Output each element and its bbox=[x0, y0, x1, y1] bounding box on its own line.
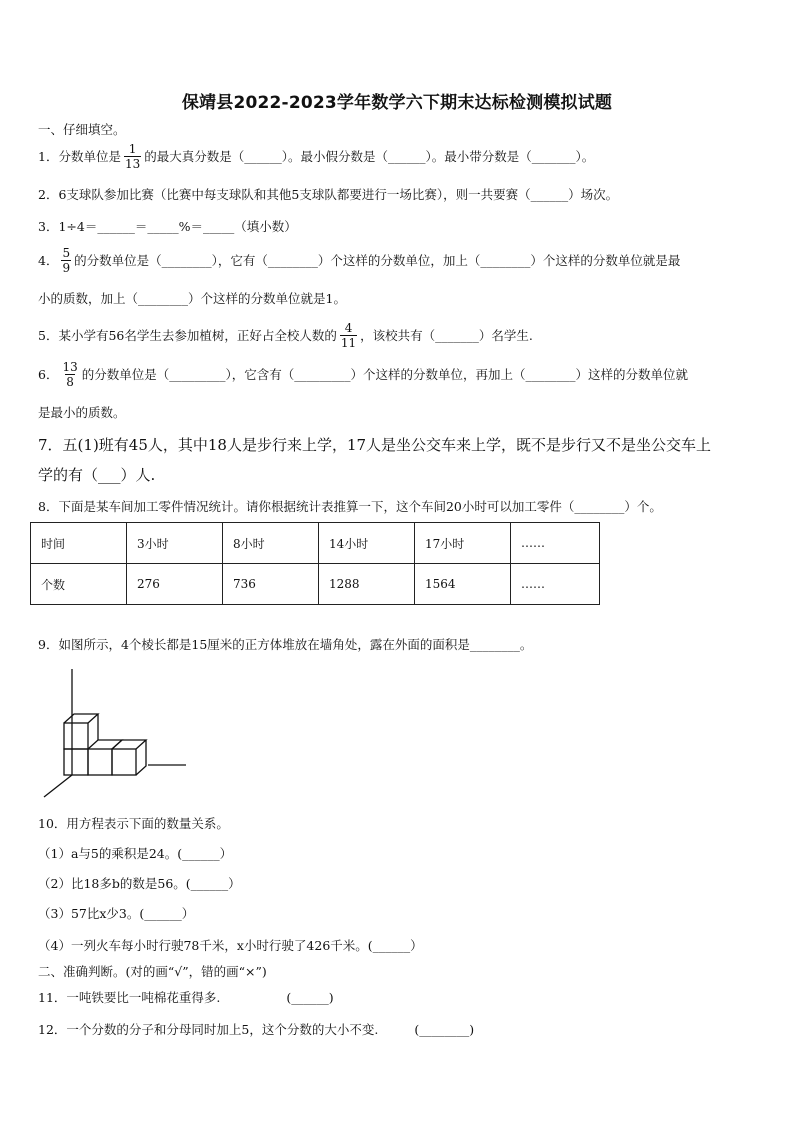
fraction-4-11 bbox=[340, 321, 357, 350]
question-10-part-1: （1）a与5的乘积是24。(______） bbox=[38, 846, 233, 861]
cubes-corner-figure bbox=[38, 665, 198, 805]
cube-top bbox=[112, 740, 146, 749]
cube-front bbox=[64, 723, 88, 749]
question-6 bbox=[38, 360, 688, 389]
fraction-denominator: 9 bbox=[62, 261, 71, 275]
fraction-numerator: 5 bbox=[62, 246, 71, 260]
table-cell: 1564 bbox=[415, 564, 511, 605]
table-cell: 3小时 bbox=[127, 523, 223, 564]
question-9: 9．如图所示，4个棱长都是15厘米的正方体堆放在墙角处，露在外面的面积是________。 bbox=[38, 637, 533, 652]
question-12 bbox=[38, 1022, 474, 1038]
q5-text: 5．某小学有56名学生去参加植树，正好占全校人数的 bbox=[38, 327, 337, 343]
table-cell: 17小时 bbox=[415, 523, 511, 564]
table-row bbox=[31, 564, 600, 605]
fraction-numerator: 13 bbox=[62, 360, 78, 374]
cube-front bbox=[64, 749, 88, 775]
fraction-numerator: 1 bbox=[128, 142, 137, 156]
table-cell: 736 bbox=[223, 564, 319, 605]
q1-text-1: 的最大真分数是（ bbox=[144, 148, 245, 164]
q1-blank-2[interactable]: ______ bbox=[388, 148, 426, 164]
cube-top bbox=[64, 714, 98, 723]
fraction-denominator: 13 bbox=[124, 157, 141, 171]
q1-text-3: ）。最小带分数是（ bbox=[425, 148, 532, 164]
floor-edge-left bbox=[44, 775, 72, 797]
question-10-part-3: （3）57比x少3。(______） bbox=[38, 906, 195, 921]
q4-line-1: 的分数单位是（________），它有（________）个这样的分数单位，加上（________）个这样的分数单位就是最 bbox=[74, 252, 681, 268]
fraction-denominator: 8 bbox=[66, 375, 74, 389]
table-cell: 14小时 bbox=[319, 523, 415, 564]
question-10-part-4: （4）一列火车每小时行驶78千米，x小时行驶了426千米。(______） bbox=[38, 938, 423, 953]
question-7-continued: 学的有（___）人. bbox=[38, 466, 156, 484]
table-cell: 个数 bbox=[31, 564, 127, 605]
fraction-5-9 bbox=[61, 246, 71, 275]
table-cell: 276 bbox=[127, 564, 223, 605]
question-1 bbox=[38, 142, 594, 171]
q5-text-end: ，该校共有（_______）名学生. bbox=[360, 327, 533, 343]
question-7: 7．五(1)班有45人，其中18人是步行来上学，17人是坐公交车来上学，既不是步行又不是坐公交车上 bbox=[38, 436, 712, 454]
question-10: 10．用方程表示下面的数量关系。 bbox=[38, 816, 229, 831]
q1-blank-3[interactable]: _______ bbox=[531, 148, 576, 164]
fraction-numerator: 4 bbox=[344, 321, 353, 335]
section-heading-fill-in: 一、仔细填空。 bbox=[38, 122, 126, 137]
cube-front bbox=[88, 749, 112, 775]
q1-prefix: 1．分数单位是 bbox=[38, 148, 121, 164]
question-11 bbox=[38, 990, 334, 1006]
q12-answer-blank[interactable]: (________) bbox=[414, 1022, 475, 1037]
question-4 bbox=[38, 246, 680, 275]
q1-blank-1[interactable]: ______ bbox=[244, 148, 282, 164]
table-cell: …… bbox=[511, 523, 600, 564]
question-3: 3．1÷4＝______＝_____%＝_____（填小数） bbox=[38, 219, 297, 234]
question-2: 2．6支球队参加比赛（比赛中每支球队和其他5支球队都要进行一场比赛），则一共要赛（______）场次。 bbox=[38, 187, 619, 202]
question-10-part-2: （2）比18多b的数是56。(______） bbox=[38, 876, 241, 891]
q11-answer-blank[interactable]: (______) bbox=[286, 990, 334, 1005]
table-cell: 时间 bbox=[31, 523, 127, 564]
q6-line-1: 的分数单位是（_________），它含有（_________）个这样的分数单位，再加上（________）这样的分数单位就 bbox=[81, 366, 688, 382]
table-cell: 1288 bbox=[319, 564, 415, 605]
q12-text: 12．一个分数的分子和分母同时加上5，这个分数的大小不变. bbox=[38, 1022, 379, 1037]
question-4-continued: 小的质数，加上（________）个这样的分数单位就是1。 bbox=[38, 291, 346, 306]
question-5 bbox=[38, 321, 533, 350]
page-title: 保靖县2022-2023学年数学六下期末达标检测模拟试题 bbox=[181, 93, 613, 113]
q4-prefix: 4． bbox=[38, 252, 59, 268]
question-8: 8．下面是某车间加工零件情况统计。请你根据统计表推算一下，这个车间20小时可以加工零件（________）个。 bbox=[38, 499, 662, 514]
fraction-1-13 bbox=[124, 142, 141, 171]
q1-text-4: ）。 bbox=[575, 148, 595, 164]
q11-text: 11．一吨铁要比一吨棉花重得多. bbox=[38, 990, 221, 1005]
table-cell: …… bbox=[511, 564, 600, 605]
table-row bbox=[31, 523, 600, 564]
fraction-13-8 bbox=[61, 360, 78, 389]
q1-text-2: ）。最小假分数是（ bbox=[281, 148, 389, 164]
q6-prefix: 6． bbox=[38, 366, 59, 382]
production-table bbox=[30, 522, 600, 605]
table-cell: 8小时 bbox=[223, 523, 319, 564]
cube-front bbox=[112, 749, 136, 775]
fraction-denominator: 11 bbox=[340, 336, 357, 350]
question-6-continued: 是最小的质数。 bbox=[38, 405, 126, 420]
section-heading-true-false: 二、准确判断。(对的画“√”，错的画“×”) bbox=[38, 964, 267, 979]
